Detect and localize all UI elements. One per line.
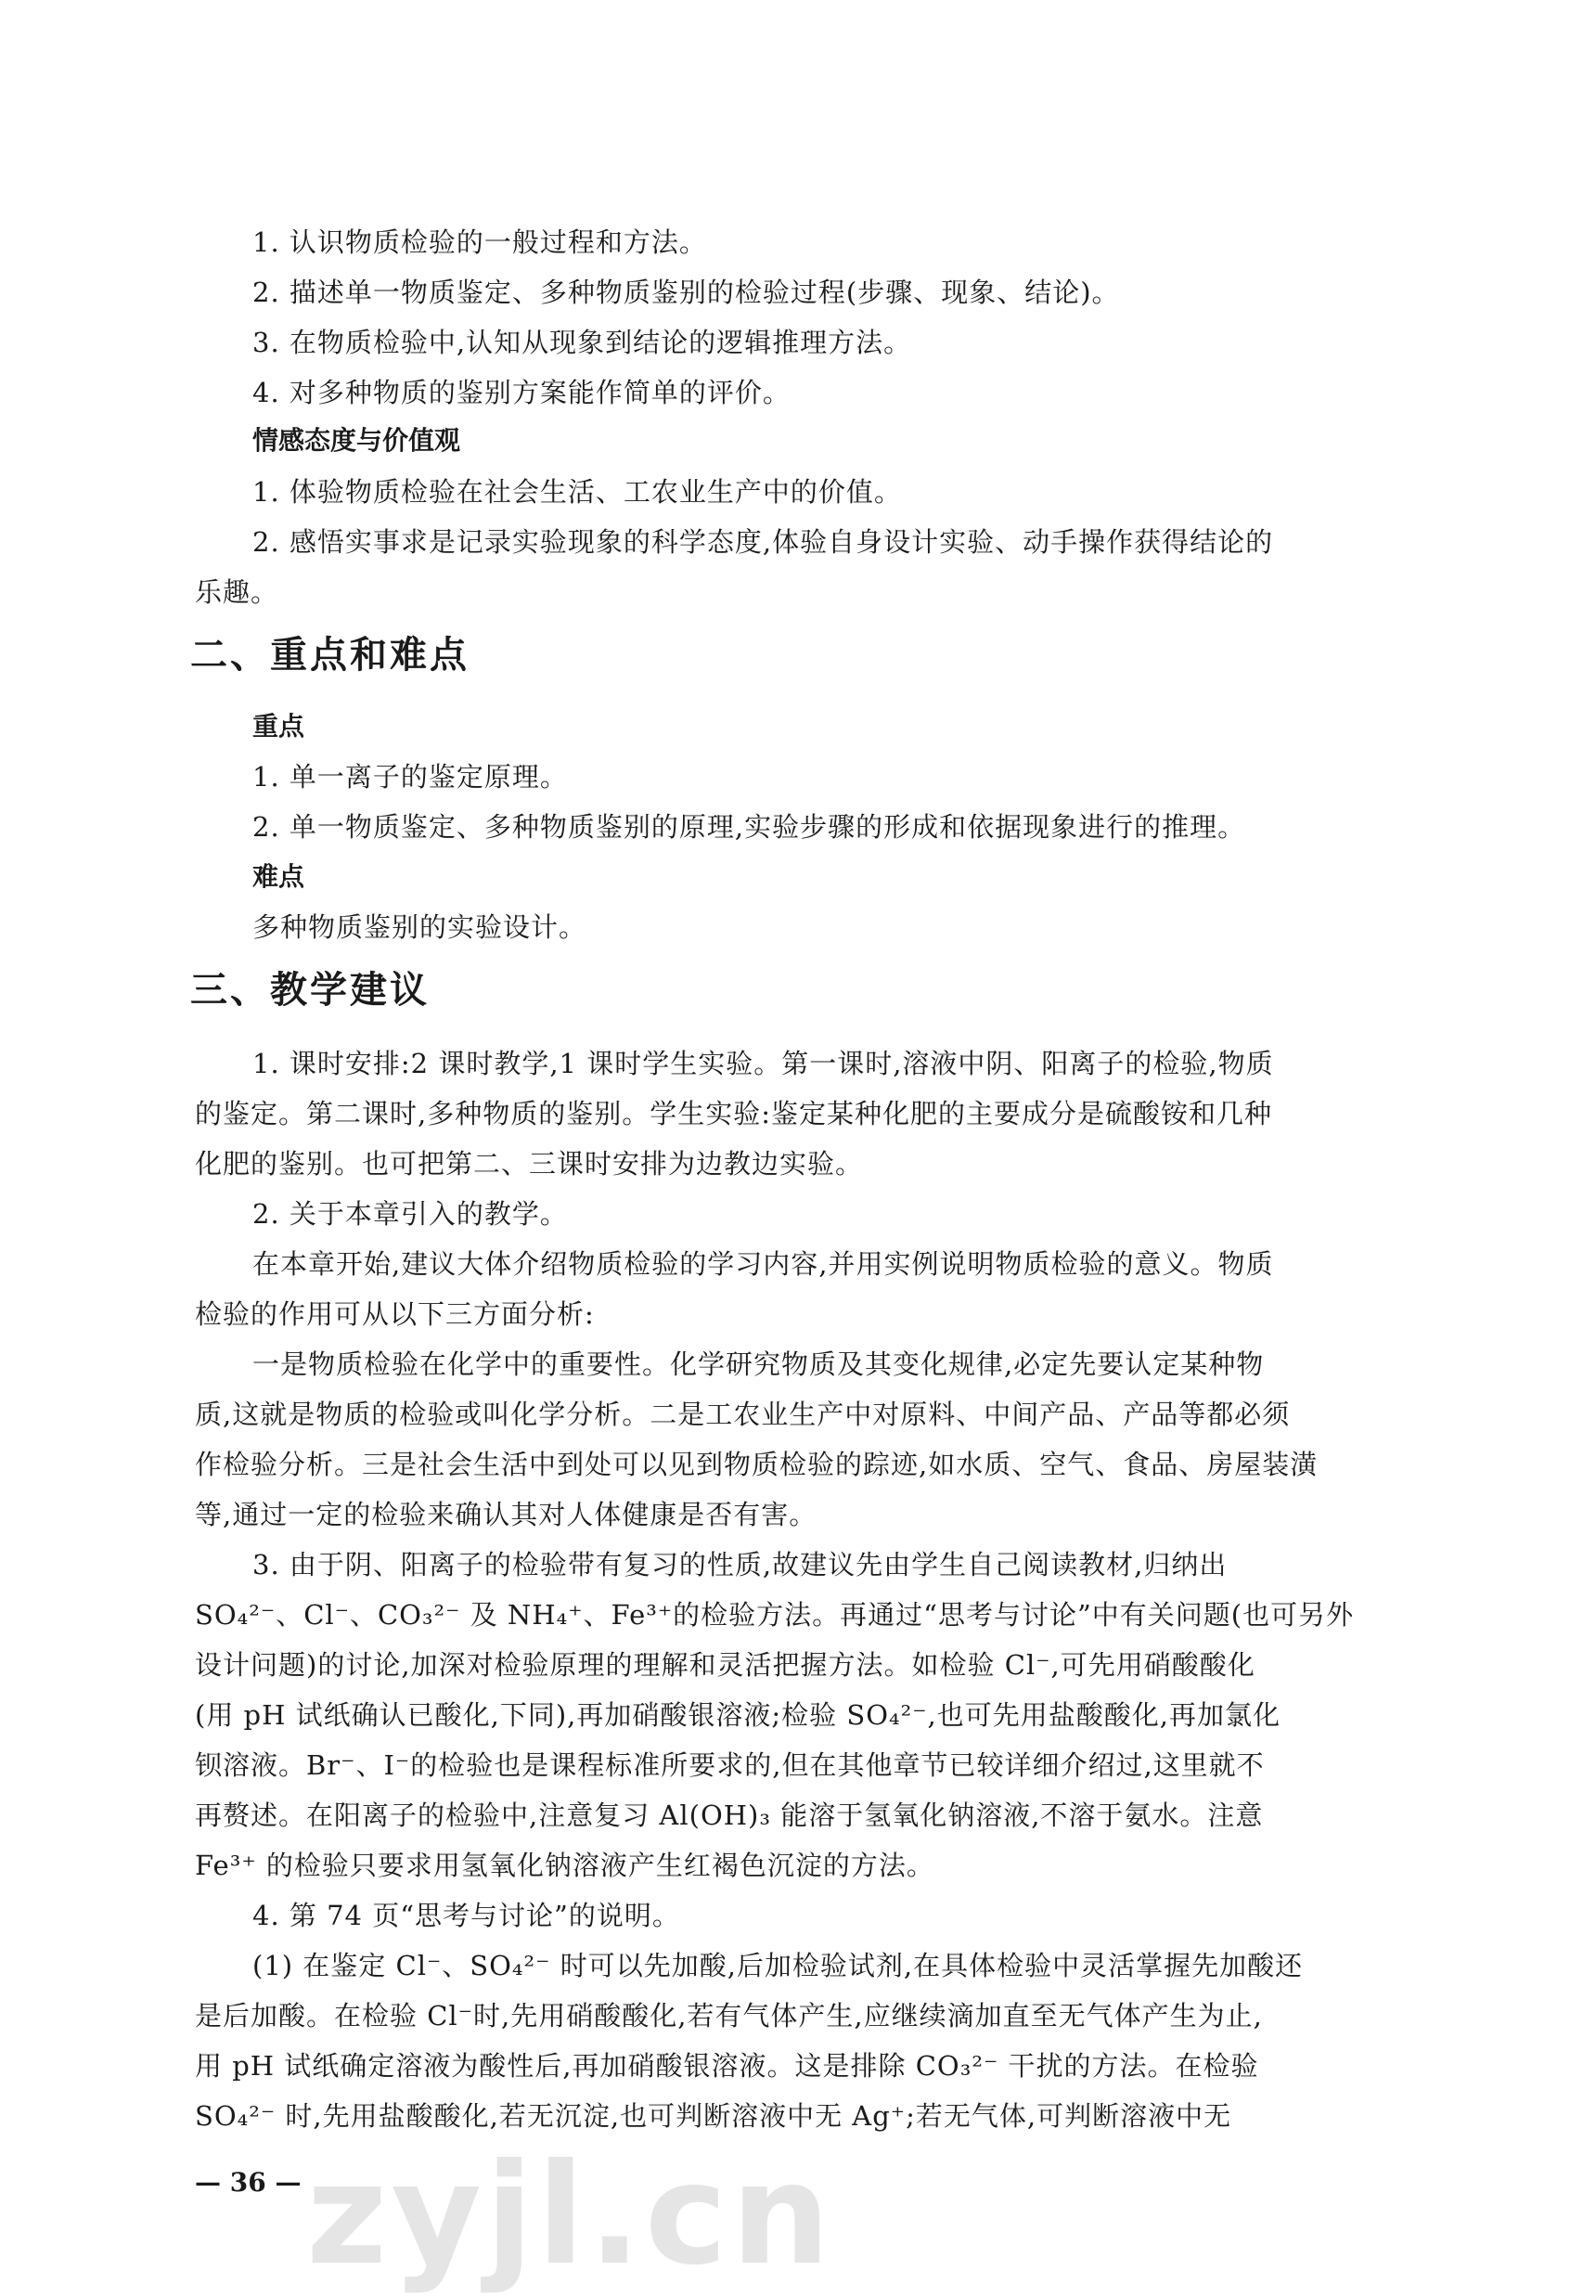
paragraph-line: 化肥的鉴别。也可把第二、三课时安排为边教边实验。 bbox=[195, 1148, 864, 1180]
objective-2: 2. 描述单一物质鉴定、多种物质鉴别的检验过程(步骤、现象、结论)。 bbox=[252, 277, 1120, 308]
attitude-2-cont: 乐趣。 bbox=[195, 576, 279, 608]
page-number: — 36 — bbox=[195, 2167, 302, 2198]
subheading-difficult-points: 难点 bbox=[252, 861, 305, 892]
paragraph-line: 4. 第 74 页“思考与讨论”的说明。 bbox=[252, 1900, 680, 1931]
paragraph-line: 在本章开始,建议大体介绍物质检验的学习内容,并用实例说明物质检验的意义。物质 bbox=[252, 1248, 1274, 1280]
paragraph-line: 检验的作用可从以下三方面分析: bbox=[195, 1298, 595, 1330]
paragraph-line: 设计问题)的讨论,加深对检验原理的理解和灵活把握方法。如检验 Cl⁻,可先用硝酸酸化 bbox=[195, 1649, 1255, 1681]
paragraph-line: 1. 课时安排:2 课时教学,1 课时学生实验。第一课时,溶液中阴、阳离子的检验,物质 bbox=[252, 1048, 1274, 1079]
attitude-2: 2. 感悟实事求是记录实验现象的科学态度,体验自身设计实验、动手操作获得结论的 bbox=[252, 526, 1274, 558]
paragraph-line: 的鉴定。第二课时,多种物质的鉴别。学生实验:鉴定某种化肥的主要成分是硫酸铵和几种 bbox=[195, 1098, 1272, 1129]
paragraph-line: 再赘述。在阳离子的检验中,注意复习 Al(OH)₃ 能溶于氢氧化钠溶液,不溶于氨水。注意 bbox=[195, 1799, 1264, 1831]
paragraph-line: SO₄²⁻ 时,先用盐酸酸化,若无沉淀,也可判断溶液中无 Ag⁺;若无气体,可判断溶液中无 bbox=[195, 2100, 1232, 2132]
paragraph-line: 作检验分析。三是社会生活中到处可以见到物质检验的踪迹,如水质、空气、食品、房屋装潢 bbox=[195, 1449, 1319, 1480]
difficult-point-1: 多种物质鉴别的实验设计。 bbox=[252, 911, 587, 943]
paragraph-line: 质,这就是物质的检验或叫化学分析。二是工农业生产中对原料、中间产品、产品等都必须 bbox=[195, 1399, 1291, 1430]
paragraph-line: SO₄²⁻、Cl⁻、CO₃²⁻ 及 NH₄⁺、Fe³⁺的检验方法。再通过“思考与讨论”中有关问题(也可另外 bbox=[195, 1599, 1355, 1631]
objective-1: 1. 认识物质检验的一般过程和方法。 bbox=[252, 226, 707, 258]
paragraph-line: 用 pH 试纸确定溶液为酸性后,再加硝酸银溶液。这是排除 CO₃²⁻ 干扰的方法。在检验 bbox=[195, 2050, 1259, 2082]
paragraph-line: 3. 由于阴、阳离子的检验带有复习的性质,故建议先由学生自己阅读教材,归纳出 bbox=[252, 1549, 1228, 1580]
subheading-attitude-values: 情感态度与价值观 bbox=[252, 425, 461, 456]
paragraph-line: (1) 在鉴定 Cl⁻、SO₄²⁻ 时可以先加酸,后加检验试剂,在具体检验中灵活掌握先加酸还 bbox=[252, 1950, 1304, 1981]
attitude-1: 1. 体验物质检验在社会生活、工农业生产中的价值。 bbox=[252, 476, 902, 508]
objective-4: 4. 对多种物质的鉴别方案能作简单的评价。 bbox=[252, 377, 791, 408]
watermark: zyjl.cn bbox=[306, 2135, 834, 2296]
subheading-key-points: 重点 bbox=[252, 711, 305, 742]
section-heading-teaching-suggestions: 三、教学建议 bbox=[190, 969, 430, 1012]
key-point-1: 1. 单一离子的鉴定原理。 bbox=[252, 761, 568, 793]
paragraph-line: 是后加酸。在检验 Cl⁻时,先用硝酸酸化,若有气体产生,应继续滴加直至无气体产生为止, bbox=[195, 2000, 1263, 2032]
key-point-2: 2. 单一物质鉴定、多种物质鉴别的原理,实验步骤的形成和依据现象进行的推理。 bbox=[252, 811, 1246, 843]
paragraph-line: Fe³⁺ 的检验只要求用氢氧化钠溶液产生红褐色沉淀的方法。 bbox=[195, 1850, 934, 1881]
paragraph-line: 一是物质检验在化学中的重要性。化学研究物质及其变化规律,必定先要认定某种物 bbox=[252, 1348, 1265, 1380]
paragraph-line: 钡溶液。Br⁻、I⁻的检验也是课程标准所要求的,但在其他章节已较详细介绍过,这里就不 bbox=[195, 1749, 1265, 1781]
paragraph-line: 2. 关于本章引入的教学。 bbox=[252, 1198, 568, 1230]
paragraph-line: 等,通过一定的检验来确认其对人体健康是否有害。 bbox=[195, 1499, 817, 1530]
section-heading-key-difficult: 二、重点和难点 bbox=[190, 634, 470, 677]
objective-3: 3. 在物质检验中,认知从现象到结论的逻辑推理方法。 bbox=[252, 327, 912, 358]
paragraph-line: (用 pH 试纸确认已酸化,下同),再加硝酸银溶液;检验 SO₄²⁻,也可先用盐酸酸化,再加氯化 bbox=[195, 1699, 1281, 1731]
